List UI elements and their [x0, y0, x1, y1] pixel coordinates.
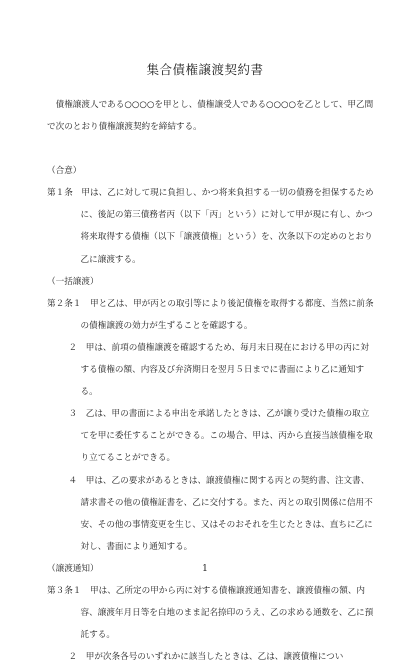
- article-3-heading: （譲渡通知）: [47, 563, 99, 574]
- article-3-clause-2: [47, 646, 377, 668]
- spacer: [81, 586, 90, 596]
- clause-number: ４: [68, 475, 78, 486]
- document-title: 集合債権譲渡契約書: [146, 62, 264, 77]
- article-2: [47, 293, 377, 337]
- document-body: [47, 94, 377, 668]
- spacer: [77, 343, 86, 353]
- article-2-heading: （一括譲渡）: [47, 276, 99, 287]
- spacer: [77, 409, 86, 419]
- clause-text: 甲が次条各号のいずれかに該当したときは、乙は、譲渡債権につい: [85, 652, 344, 663]
- article-3: [47, 580, 377, 646]
- spacer: [81, 299, 90, 309]
- intro-paragraph: 債権譲渡人である○○○○を甲とし、債権譲受人である○○○○を乙として、甲乙間で次のとおり債権譲渡契約を締結する。: [47, 100, 374, 133]
- article-3-text: 甲は、乙所定の甲から丙に対する債権譲渡通知書を、譲渡債権の額、内容、譲渡年月日等を白地のまま記名捺印のうえ、乙の求める通数を、乙に預託する。: [80, 585, 374, 641]
- article-2-text: 甲と乙は、甲が丙との取引等により後記債権を取得する都度、当然に前条の債権譲渡の効力が生ずることを確認する。: [80, 298, 374, 331]
- clause-number: ２: [68, 652, 78, 663]
- article-1-heading: （合意）: [47, 166, 82, 177]
- article-1-text: 甲は、乙に対して現に負担し、かつ将来負担する一切の債務を担保するために、後記の第三債務者丙（以下「丙」という）に対して甲が現に有し、かつ将来取得する債権（以下「譲渡債権」という）を、次条以下の定めのとおり乙に譲渡する。: [80, 188, 374, 265]
- page-number: 1: [202, 564, 208, 574]
- clause-text: 乙は、甲の書面による申出を承諾したときは、乙が譲り受けた債権の取立てを甲に委任することができる。この場合、甲は、丙から直接当該債権を取り立てることができる。: [80, 409, 373, 464]
- spacer: [77, 652, 86, 662]
- article-2-clause-2: [47, 337, 377, 403]
- article-3-number: 第３条１: [47, 585, 82, 596]
- article-2-clause-4: [47, 470, 377, 558]
- clause-text: 甲は、乙の要求があるときは、譲渡債権に関する丙との契約書、注文書、請求書その他の債権証書を、乙に交付する。また、丙との取引関係に信用不安、その他の事情変更を生じ、又はそのおそれを生じたときは、直ちに乙に対し、書面により通知する。: [80, 475, 373, 552]
- clause-number: ３: [68, 409, 78, 420]
- article-2-number: 第２条１: [47, 298, 82, 309]
- clause-text: 甲は、前項の債権譲渡を確認するため、毎月末日現在における甲の丙に対する債権の額、内容及び弁済期日を翌月５日までに書面により乙に通知する。: [80, 342, 369, 398]
- clause-number: ２: [68, 342, 78, 353]
- article-2-clause-3: [47, 403, 377, 469]
- spacer: [77, 476, 86, 486]
- article-1: [47, 182, 377, 270]
- article-1-number: 第１条: [47, 188, 73, 199]
